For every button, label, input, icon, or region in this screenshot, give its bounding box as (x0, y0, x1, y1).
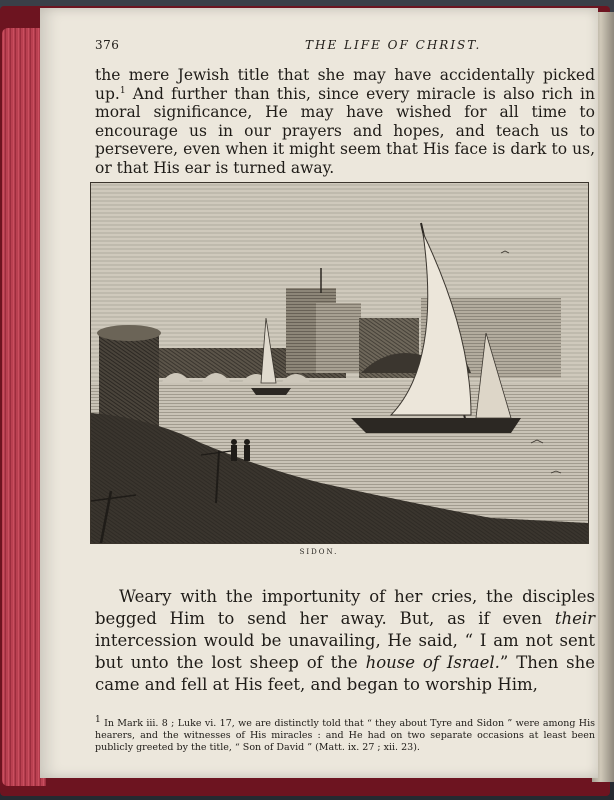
illustration-caption: SIDON. (299, 548, 339, 556)
page-number: 376 (95, 38, 120, 52)
paragraph-top-text-a: the mere Jewish title that she may have accidentally picked up. (95, 66, 595, 103)
footnote-reference: 1 (119, 85, 126, 96)
footnote-mark: 1 (95, 714, 101, 725)
engraving-image (91, 183, 588, 543)
paragraph-bottom-text-1: Weary with the importunity of her cries, the disciples begged Him to send her away. But, as if even (95, 587, 595, 628)
footnote-text: In Mark iii. 8 ; Luke vi. 17, we are distinctly told that “ they about Tyre and Sidon ” were among His hearers, and the witnesses of His miracles : and He had on two separate occasions at least been publicly greeted by the title, “ Son of David ” (Matt. ix. 27 ; xii. 23). (95, 718, 595, 753)
engraving-sidon (90, 182, 589, 544)
book-page (40, 8, 598, 778)
paragraph-top (95, 66, 595, 177)
emphasis-house-of-israel: house of Israel. (365, 653, 500, 672)
emphasis-their: their (554, 609, 595, 628)
paragraph-top-text-b: And further than this, since every miracle is also rich in moral significance, He may have wished for all time to encourage us in our prayers and hopes, and teach us to persevere, even when it might seem that His face is dark to us, or that His ear is turned away. (95, 84, 595, 177)
running-head (95, 38, 590, 56)
paragraph-bottom (95, 586, 595, 696)
paragraph-bottom-text-2: intercession would be unavailing, He said, “ I am not sent but unto the lost sheep of the (95, 631, 595, 672)
left-tower (97, 325, 161, 426)
paragraph-bottom-text-3: ” Then she came and fell at His feet, and began to worship Him, (95, 653, 595, 694)
running-title: THE LIFE OF CHRIST. (305, 38, 482, 52)
footnote (95, 714, 595, 754)
